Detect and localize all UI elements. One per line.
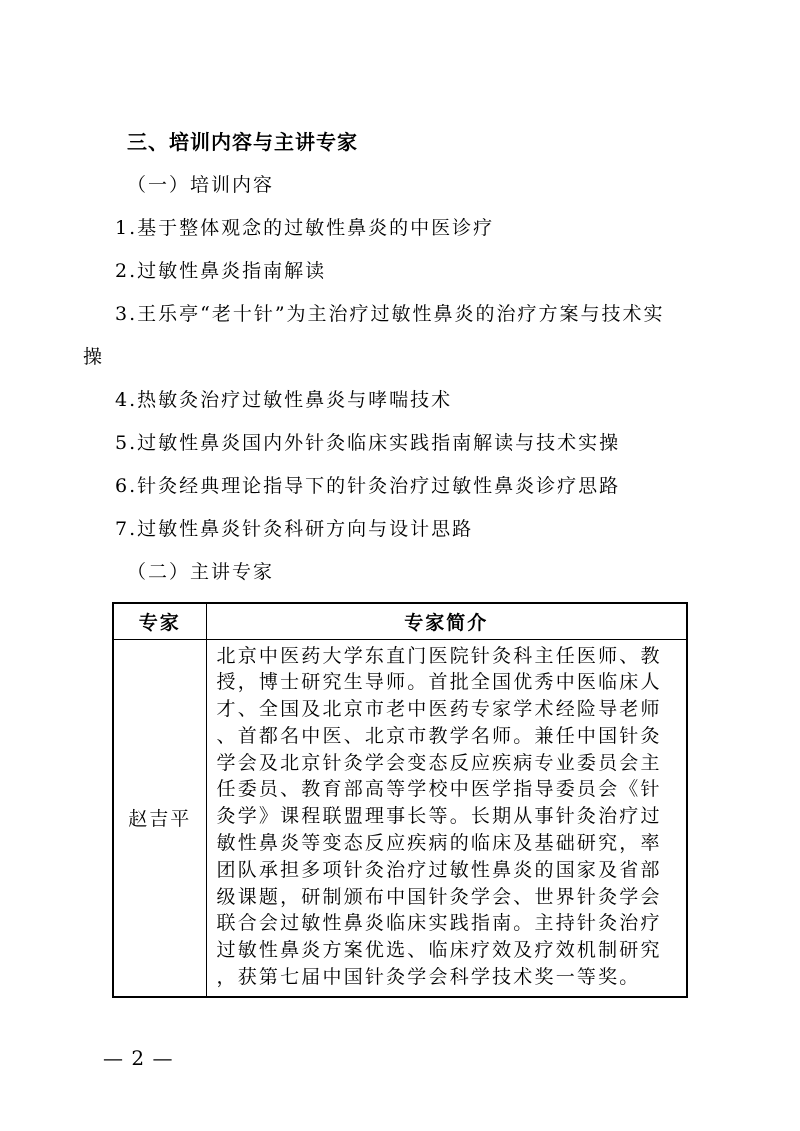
bio-line: 敏性鼻炎等变态反应疾病的临床及基础研究，率 bbox=[216, 832, 662, 855]
bio-line: 团队承担多项针灸治疗过敏性鼻炎的国家及省部 bbox=[216, 858, 662, 881]
document-body bbox=[83, 121, 708, 594]
training-item-2: 2.过敏性鼻炎指南解读 bbox=[115, 260, 327, 282]
training-item-1: 1.基于整体观念的过敏性鼻炎的中医诊疗 bbox=[115, 217, 495, 239]
expert-table bbox=[112, 602, 688, 998]
header-cell-bio: 专家简介 bbox=[206, 603, 687, 639]
table-row bbox=[113, 639, 687, 997]
bio-line: 北京中医药大学东直门医院针灸科主任医师、教 bbox=[216, 644, 662, 667]
bio-line: 过敏性鼻炎方案优选、临床疗效及疗效机制研究 bbox=[216, 939, 662, 962]
bio-line: 灸学》课程联盟理事长等。长期从事针灸治疗过 bbox=[216, 805, 662, 828]
header-cell-expert: 专家 bbox=[113, 603, 206, 639]
bio-line: ，获第七届中国针灸学会科学技术奖一等奖。 bbox=[216, 966, 641, 989]
bio-line: 学会及北京针灸学会变态反应疾病专业委员会主 bbox=[216, 751, 662, 774]
bio-line: 任委员、教育部高等学校中医学指导委员会《针 bbox=[216, 778, 662, 801]
training-item-7: 7.过敏性鼻炎针灸科研方向与设计思路 bbox=[115, 518, 474, 540]
training-item-4: 4.热敏灸治疗过敏性鼻炎与哮喘技术 bbox=[115, 389, 453, 411]
section-heading: 三、培训内容与主讲专家 bbox=[127, 130, 358, 154]
bio-line: 级课题，研制颁布中国针灸学会、世界针灸学会 bbox=[216, 885, 662, 908]
bio-line: 授，博士研究生导师。首批全国优秀中医临床人 bbox=[216, 671, 662, 694]
bio-line: 才、全国及北京市老中医药专家学术经险导老师 bbox=[216, 698, 662, 721]
training-item-6: 6.针灸经典理论指导下的针灸治疗过敏性鼻炎诊疗思路 bbox=[115, 475, 621, 497]
training-item-3-line-1: 3.王乐亭“老十针”为主治疗过敏性鼻炎的治疗方案与技术实 bbox=[115, 303, 665, 325]
bio-line: 、首都名中医、北京市教学名师。兼任中国针灸 bbox=[216, 724, 662, 747]
table-header-row bbox=[113, 603, 687, 639]
expert-name-cell: 赵吉平 bbox=[113, 639, 206, 997]
subsection-1-heading: （一）培训内容 bbox=[127, 174, 275, 196]
page-number: — 2 — bbox=[103, 1046, 174, 1070]
training-item-5: 5.过敏性鼻炎国内外针灸临床实践指南解读与技术实操 bbox=[115, 432, 621, 454]
bio-line: 联合会过敏性鼻炎临床实践指南。主持针灸治疗 bbox=[216, 912, 662, 935]
expert-bio-cell bbox=[206, 639, 687, 997]
training-item-3-line-2: 操 bbox=[83, 346, 105, 368]
subsection-2-heading: （二）主讲专家 bbox=[127, 561, 275, 583]
